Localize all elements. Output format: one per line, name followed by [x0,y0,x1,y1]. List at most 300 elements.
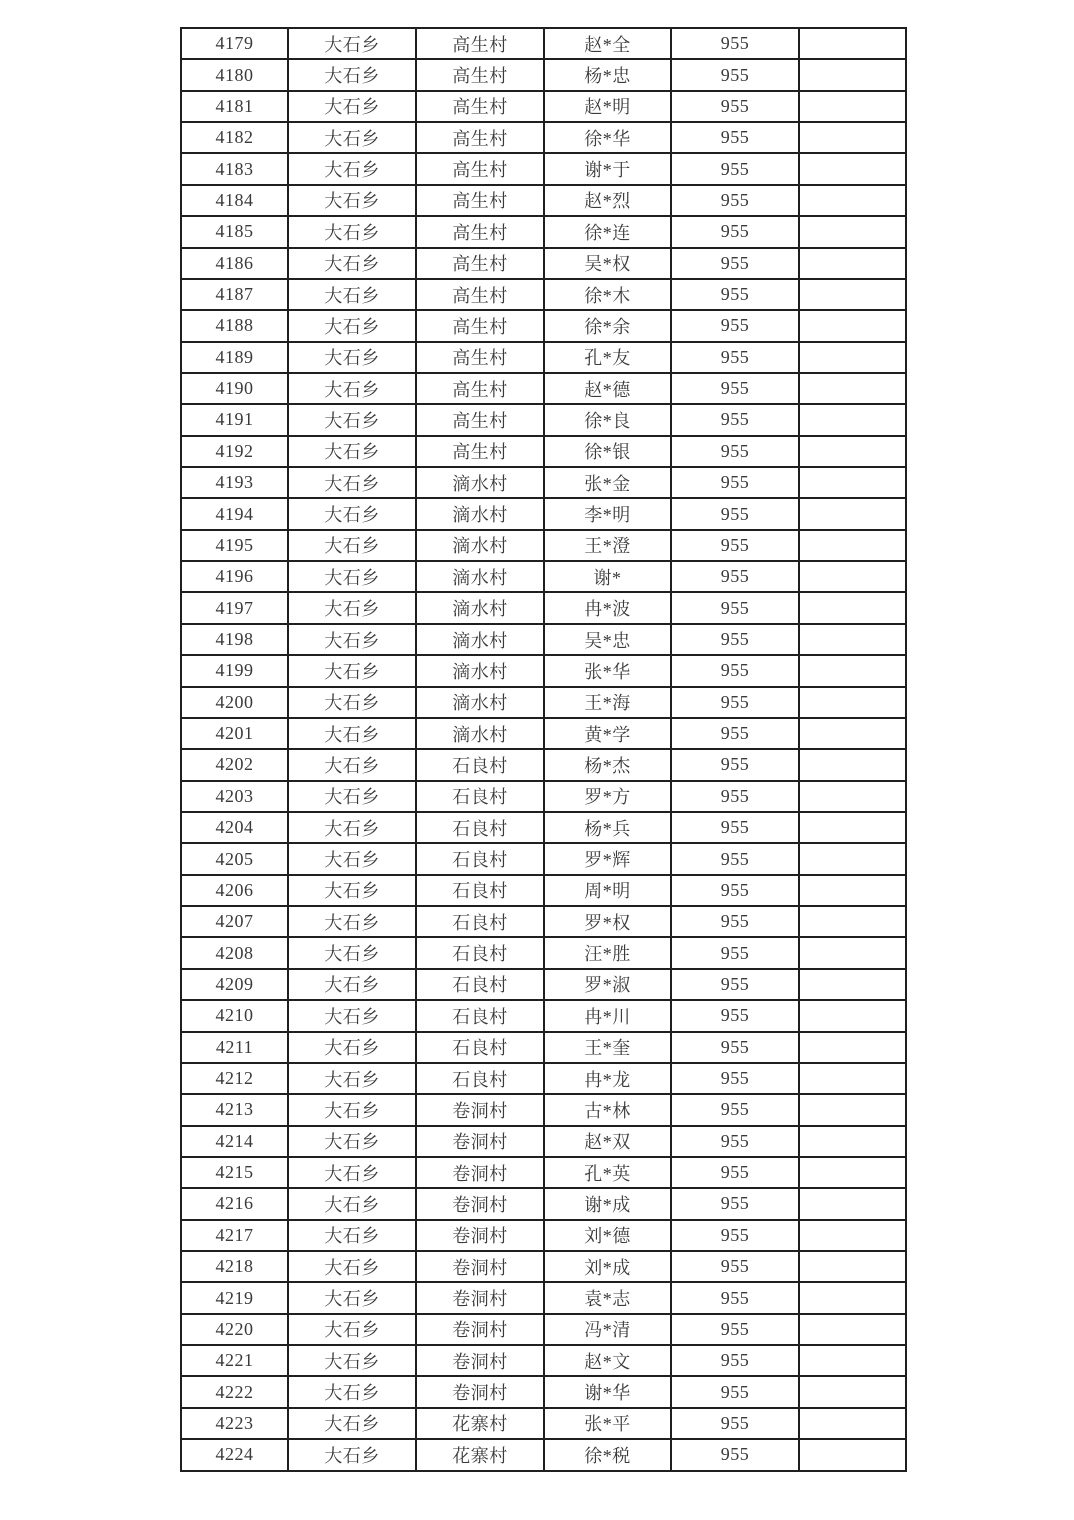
cell-village: 滴水村 [416,624,544,655]
cell-village: 卷洞村 [416,1282,544,1313]
cell-township: 大石乡 [288,248,416,279]
cell-amount: 955 [671,1157,799,1188]
cell-person-name: 杨*杰 [544,749,671,780]
cell-township: 大石乡 [288,561,416,592]
cell-remark [799,310,906,341]
cell-village: 石良村 [416,843,544,874]
cell-amount: 955 [671,937,799,968]
cell-person-name: 吴*忠 [544,624,671,655]
cell-serial-number: 4179 [181,28,288,59]
cell-person-name: 王*澄 [544,530,671,561]
cell-person-name: 赵*全 [544,28,671,59]
cell-amount: 955 [671,812,799,843]
cell-person-name: 张*金 [544,467,671,498]
cell-serial-number: 4192 [181,436,288,467]
cell-remark [799,342,906,373]
cell-township: 大石乡 [288,1220,416,1251]
cell-township: 大石乡 [288,1376,416,1407]
cell-remark [799,969,906,1000]
cell-serial-number: 4209 [181,969,288,1000]
cell-person-name: 吴*权 [544,248,671,279]
cell-amount: 955 [671,59,799,90]
cell-serial-number: 4212 [181,1063,288,1094]
cell-amount: 955 [671,122,799,153]
cell-amount: 955 [671,1032,799,1063]
cell-township: 大石乡 [288,1345,416,1376]
cell-remark [799,1439,906,1470]
table-row [181,843,906,874]
cell-remark [799,906,906,937]
cell-person-name: 徐*连 [544,216,671,247]
cell-remark [799,937,906,968]
cell-remark [799,1345,906,1376]
cell-remark [799,530,906,561]
cell-amount: 955 [671,1094,799,1125]
cell-amount: 955 [671,342,799,373]
cell-township: 大石乡 [288,467,416,498]
table-row [181,1282,906,1313]
cell-serial-number: 4181 [181,91,288,122]
cell-remark [799,248,906,279]
cell-township: 大石乡 [288,342,416,373]
table-row [181,687,906,718]
cell-township: 大石乡 [288,875,416,906]
table-row [181,1220,906,1251]
cell-person-name: 刘*德 [544,1220,671,1251]
cell-remark [799,91,906,122]
cell-person-name: 罗*淑 [544,969,671,1000]
table-row [181,624,906,655]
cell-remark [799,1126,906,1157]
cell-township: 大石乡 [288,781,416,812]
cell-amount: 955 [671,687,799,718]
cell-serial-number: 4184 [181,185,288,216]
cell-village: 卷洞村 [416,1157,544,1188]
cell-remark [799,624,906,655]
table-row [181,718,906,749]
cell-person-name: 赵*明 [544,91,671,122]
cell-person-name: 孔*英 [544,1157,671,1188]
cell-amount: 955 [671,1408,799,1439]
table-row [181,1157,906,1188]
cell-village: 滴水村 [416,655,544,686]
table-row [181,1376,906,1407]
cell-person-name: 冉*波 [544,592,671,623]
cell-township: 大石乡 [288,1408,416,1439]
cell-amount: 955 [671,185,799,216]
cell-township: 大石乡 [288,687,416,718]
cell-serial-number: 4189 [181,342,288,373]
cell-remark [799,687,906,718]
cell-village: 滴水村 [416,718,544,749]
cell-village: 石良村 [416,1063,544,1094]
cell-amount: 955 [671,592,799,623]
cell-township: 大石乡 [288,937,416,968]
cell-village: 石良村 [416,749,544,780]
cell-remark [799,1157,906,1188]
cell-serial-number: 4196 [181,561,288,592]
cell-amount: 955 [671,310,799,341]
cell-remark [799,1251,906,1282]
cell-village: 高生村 [416,216,544,247]
table-row [181,342,906,373]
cell-serial-number: 4190 [181,373,288,404]
cell-serial-number: 4200 [181,687,288,718]
table-row [181,248,906,279]
cell-person-name: 罗*辉 [544,843,671,874]
cell-village: 卷洞村 [416,1220,544,1251]
cell-amount: 955 [671,1188,799,1219]
table-row [181,969,906,1000]
cell-township: 大石乡 [288,1314,416,1345]
cell-village: 高生村 [416,28,544,59]
cell-village: 花寨村 [416,1439,544,1470]
cell-serial-number: 4216 [181,1188,288,1219]
table-row [181,404,906,435]
cell-township: 大石乡 [288,812,416,843]
cell-remark [799,1063,906,1094]
cell-serial-number: 4205 [181,843,288,874]
cell-person-name: 张*平 [544,1408,671,1439]
cell-remark [799,843,906,874]
cell-serial-number: 4182 [181,122,288,153]
cell-remark [799,373,906,404]
cell-village: 高生村 [416,436,544,467]
table-row [181,498,906,529]
cell-village: 石良村 [416,812,544,843]
cell-amount: 955 [671,467,799,498]
cell-person-name: 徐*税 [544,1439,671,1470]
cell-township: 大石乡 [288,906,416,937]
cell-person-name: 冯*清 [544,1314,671,1345]
cell-person-name: 黄*学 [544,718,671,749]
cell-village: 高生村 [416,153,544,184]
table-row [181,906,906,937]
cell-serial-number: 4194 [181,498,288,529]
cell-remark [799,1408,906,1439]
table-row [181,373,906,404]
table-row [181,436,906,467]
cell-serial-number: 4220 [181,1314,288,1345]
cell-remark [799,561,906,592]
cell-serial-number: 4191 [181,404,288,435]
cell-township: 大石乡 [288,59,416,90]
cell-village: 滴水村 [416,592,544,623]
cell-township: 大石乡 [288,28,416,59]
cell-remark [799,1376,906,1407]
cell-serial-number: 4183 [181,153,288,184]
cell-serial-number: 4202 [181,749,288,780]
cell-person-name: 谢* [544,561,671,592]
cell-township: 大石乡 [288,122,416,153]
cell-remark [799,498,906,529]
cell-person-name: 李*明 [544,498,671,529]
cell-township: 大石乡 [288,373,416,404]
cell-village: 高生村 [416,185,544,216]
cell-remark [799,185,906,216]
cell-remark [799,781,906,812]
cell-township: 大石乡 [288,624,416,655]
cell-township: 大石乡 [288,843,416,874]
cell-serial-number: 4214 [181,1126,288,1157]
cell-serial-number: 4204 [181,812,288,843]
cell-serial-number: 4215 [181,1157,288,1188]
cell-amount: 955 [671,373,799,404]
cell-serial-number: 4193 [181,467,288,498]
table-row [181,28,906,59]
cell-township: 大石乡 [288,436,416,467]
cell-remark [799,655,906,686]
cell-person-name: 杨*忠 [544,59,671,90]
cell-amount: 955 [671,781,799,812]
cell-township: 大石乡 [288,1032,416,1063]
cell-village: 高生村 [416,59,544,90]
cell-person-name: 罗*权 [544,906,671,937]
cell-amount: 955 [671,1282,799,1313]
table-row [181,781,906,812]
cell-serial-number: 4223 [181,1408,288,1439]
cell-amount: 955 [671,153,799,184]
cell-amount: 955 [671,875,799,906]
cell-village: 滴水村 [416,561,544,592]
cell-remark [799,1000,906,1031]
cell-remark [799,1282,906,1313]
table-row [181,1094,906,1125]
cell-village: 卷洞村 [416,1251,544,1282]
cell-amount: 955 [671,1000,799,1031]
cell-amount: 955 [671,404,799,435]
cell-amount: 955 [671,1063,799,1094]
cell-person-name: 谢*成 [544,1188,671,1219]
cell-amount: 955 [671,843,799,874]
cell-serial-number: 4224 [181,1439,288,1470]
cell-village: 卷洞村 [416,1345,544,1376]
table-row [181,1439,906,1470]
table-row [181,216,906,247]
cell-serial-number: 4195 [181,530,288,561]
cell-person-name: 赵*德 [544,373,671,404]
cell-township: 大石乡 [288,1439,416,1470]
cell-person-name: 赵*烈 [544,185,671,216]
cell-person-name: 徐*木 [544,279,671,310]
cell-serial-number: 4199 [181,655,288,686]
cell-township: 大石乡 [288,216,416,247]
cell-township: 大石乡 [288,1000,416,1031]
cell-township: 大石乡 [288,655,416,686]
cell-remark [799,122,906,153]
cell-village: 高生村 [416,342,544,373]
cell-serial-number: 4207 [181,906,288,937]
cell-village: 高生村 [416,122,544,153]
cell-amount: 955 [671,906,799,937]
table-row [181,467,906,498]
cell-township: 大石乡 [288,185,416,216]
table-row [181,530,906,561]
cell-person-name: 谢*于 [544,153,671,184]
cell-person-name: 冉*龙 [544,1063,671,1094]
cell-amount: 955 [671,216,799,247]
cell-serial-number: 4218 [181,1251,288,1282]
table-row [181,279,906,310]
cell-person-name: 张*华 [544,655,671,686]
cell-village: 石良村 [416,781,544,812]
cell-village: 卷洞村 [416,1126,544,1157]
cell-amount: 955 [671,561,799,592]
cell-township: 大石乡 [288,91,416,122]
cell-village: 滴水村 [416,687,544,718]
table-row [181,1063,906,1094]
cell-amount: 955 [671,1439,799,1470]
cell-village: 卷洞村 [416,1188,544,1219]
cell-township: 大石乡 [288,1094,416,1125]
cell-village: 高生村 [416,404,544,435]
table-row [181,1032,906,1063]
cell-remark [799,592,906,623]
cell-person-name: 赵*双 [544,1126,671,1157]
cell-person-name: 刘*成 [544,1251,671,1282]
cell-person-name: 古*林 [544,1094,671,1125]
cell-remark [799,216,906,247]
cell-remark [799,718,906,749]
cell-remark [799,467,906,498]
cell-serial-number: 4197 [181,592,288,623]
cell-serial-number: 4188 [181,310,288,341]
table-row [181,749,906,780]
cell-amount: 955 [671,1376,799,1407]
cell-amount: 955 [671,655,799,686]
cell-township: 大石乡 [288,404,416,435]
cell-serial-number: 4210 [181,1000,288,1031]
cell-serial-number: 4217 [181,1220,288,1251]
cell-remark [799,436,906,467]
cell-village: 高生村 [416,373,544,404]
cell-remark [799,749,906,780]
cell-remark [799,1314,906,1345]
cell-person-name: 徐*华 [544,122,671,153]
table-row [181,875,906,906]
cell-township: 大石乡 [288,969,416,1000]
table-row [181,655,906,686]
cell-remark [799,59,906,90]
cell-amount: 955 [671,28,799,59]
cell-remark [799,1220,906,1251]
cell-remark [799,153,906,184]
table-row [181,937,906,968]
cell-village: 卷洞村 [416,1094,544,1125]
cell-village: 高生村 [416,91,544,122]
cell-person-name: 冉*川 [544,1000,671,1031]
cell-amount: 955 [671,436,799,467]
cell-amount: 955 [671,718,799,749]
cell-township: 大石乡 [288,1282,416,1313]
cell-person-name: 徐*银 [544,436,671,467]
cell-amount: 955 [671,1126,799,1157]
cell-serial-number: 4208 [181,937,288,968]
table-row [181,122,906,153]
cell-township: 大石乡 [288,749,416,780]
cell-person-name: 王*奎 [544,1032,671,1063]
roster-table-body [181,28,906,1471]
cell-serial-number: 4222 [181,1376,288,1407]
cell-serial-number: 4206 [181,875,288,906]
cell-remark [799,812,906,843]
cell-amount: 955 [671,530,799,561]
cell-amount: 955 [671,91,799,122]
cell-amount: 955 [671,1314,799,1345]
cell-township: 大石乡 [288,718,416,749]
cell-serial-number: 4187 [181,279,288,310]
table-row [181,59,906,90]
cell-amount: 955 [671,749,799,780]
cell-remark [799,28,906,59]
cell-person-name: 徐*良 [544,404,671,435]
cell-village: 石良村 [416,1032,544,1063]
table-row [181,812,906,843]
cell-person-name: 汪*胜 [544,937,671,968]
cell-serial-number: 4201 [181,718,288,749]
cell-amount: 955 [671,624,799,655]
cell-township: 大石乡 [288,310,416,341]
cell-village: 滴水村 [416,467,544,498]
cell-township: 大石乡 [288,498,416,529]
cell-person-name: 徐*余 [544,310,671,341]
table-row [181,1126,906,1157]
table-row [181,310,906,341]
cell-village: 滴水村 [416,530,544,561]
cell-person-name: 谢*华 [544,1376,671,1407]
table-row [181,1000,906,1031]
table-row [181,1188,906,1219]
cell-township: 大石乡 [288,1157,416,1188]
cell-serial-number: 4221 [181,1345,288,1376]
cell-township: 大石乡 [288,153,416,184]
cell-person-name: 袁*志 [544,1282,671,1313]
cell-remark [799,1188,906,1219]
cell-remark [799,404,906,435]
table-row [181,1251,906,1282]
cell-amount: 955 [671,969,799,1000]
cell-serial-number: 4185 [181,216,288,247]
cell-village: 石良村 [416,1000,544,1031]
cell-serial-number: 4219 [181,1282,288,1313]
cell-village: 卷洞村 [416,1376,544,1407]
cell-village: 高生村 [416,310,544,341]
cell-person-name: 孔*友 [544,342,671,373]
cell-township: 大石乡 [288,530,416,561]
cell-serial-number: 4186 [181,248,288,279]
cell-remark [799,1032,906,1063]
cell-township: 大石乡 [288,1188,416,1219]
cell-person-name: 周*明 [544,875,671,906]
cell-township: 大石乡 [288,279,416,310]
cell-amount: 955 [671,1220,799,1251]
cell-serial-number: 4211 [181,1032,288,1063]
cell-amount: 955 [671,279,799,310]
table-row [181,1345,906,1376]
cell-person-name: 赵*文 [544,1345,671,1376]
table-row [181,592,906,623]
cell-amount: 955 [671,1345,799,1376]
roster-table [180,27,907,1472]
cell-township: 大石乡 [288,592,416,623]
cell-person-name: 杨*兵 [544,812,671,843]
cell-remark [799,279,906,310]
cell-remark [799,875,906,906]
cell-village: 高生村 [416,248,544,279]
table-row [181,91,906,122]
cell-township: 大石乡 [288,1251,416,1282]
cell-amount: 955 [671,1251,799,1282]
